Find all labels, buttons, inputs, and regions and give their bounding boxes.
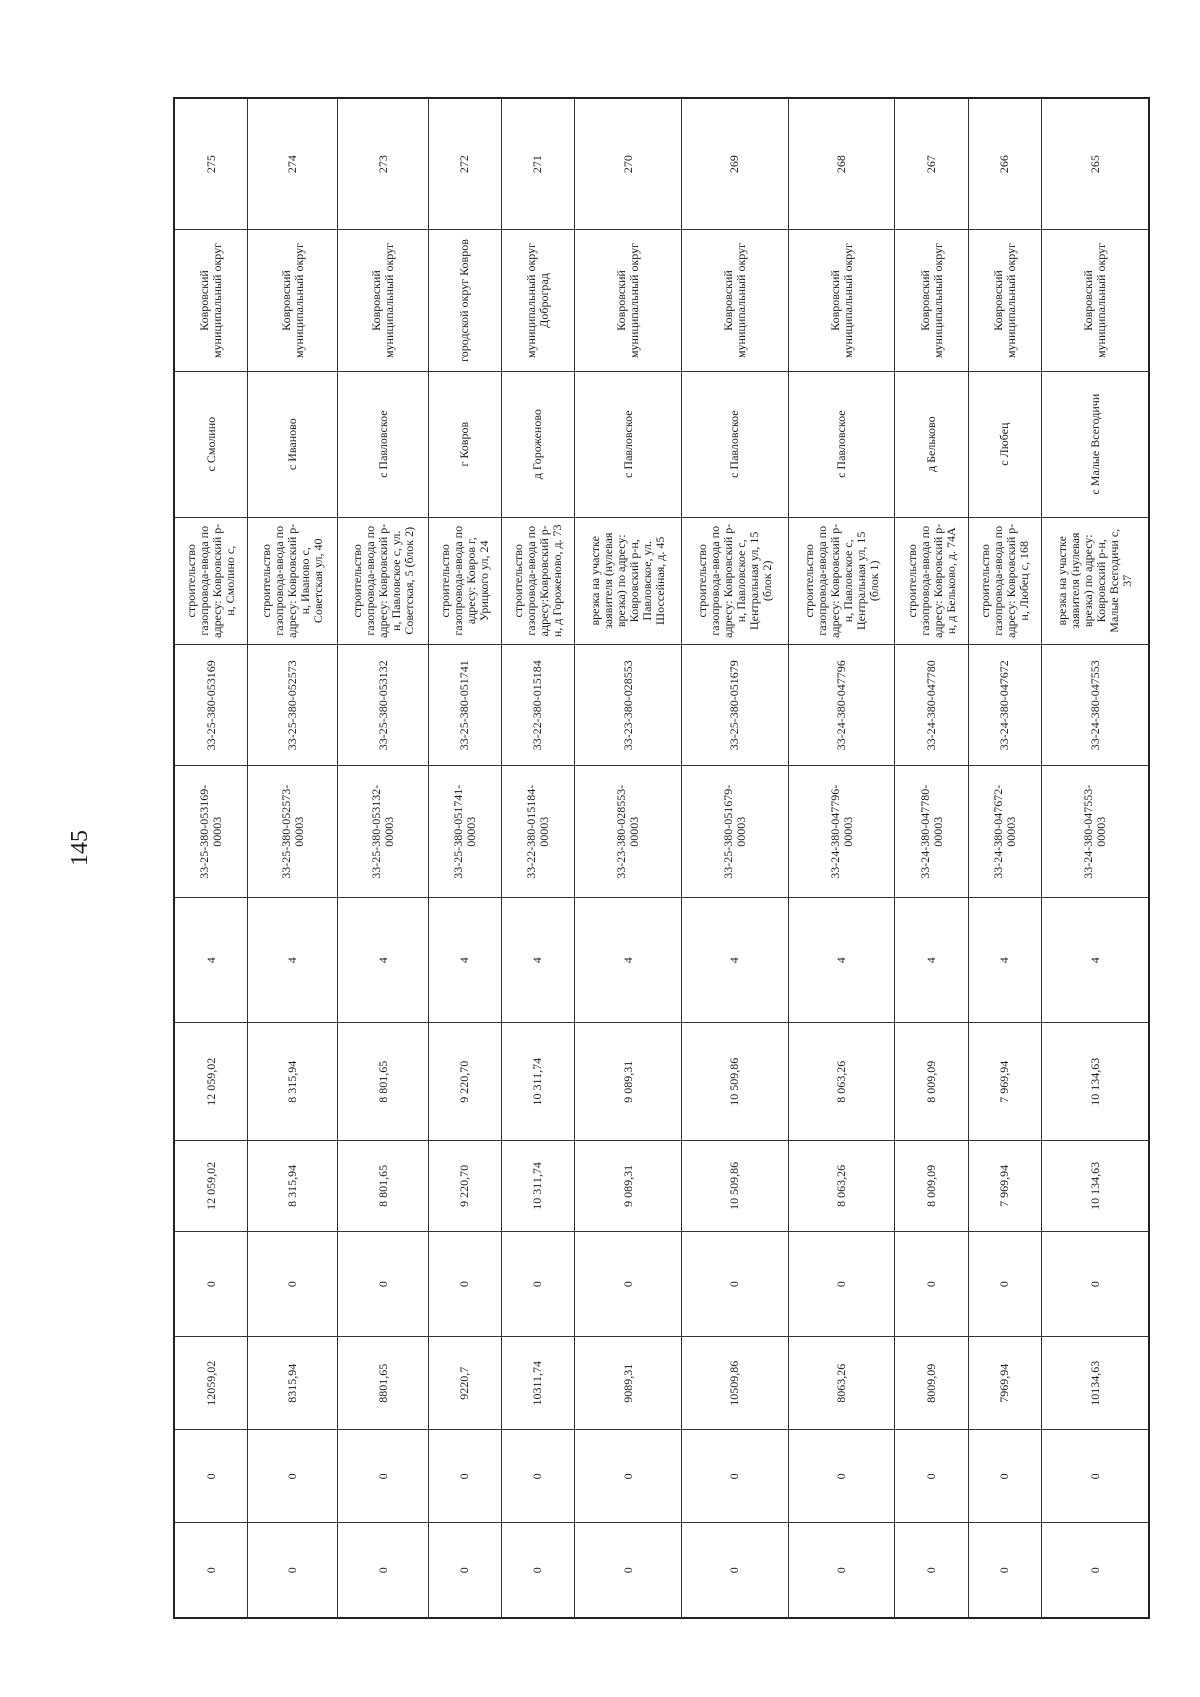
- district-cell: городской округ Ковров: [428, 230, 501, 372]
- zero-value-cell-3: 0: [788, 1523, 895, 1618]
- zero-value-cell-3: 0: [174, 1523, 248, 1618]
- zero-value-cell-2: 0: [501, 1430, 574, 1523]
- work-description-cell: строительство газопровода-ввода по адресу: Ковров г, Урицкого ул, 24: [428, 517, 501, 645]
- amount-cell-1: 8 063,26: [788, 1023, 895, 1140]
- application-code-cell: 33-25-380-052573: [248, 645, 338, 766]
- table-row: [681, 98, 788, 1618]
- zero-value-cell-1: 0: [895, 1231, 968, 1336]
- work-description-cell: строительство газопровода-ввода по адресу: Ковровский р-н, Павловское с, Центральная ул, 15 (блок 1): [788, 517, 895, 645]
- zero-value-cell-2: 0: [575, 1430, 682, 1523]
- application-code-cell: 33-23-380-028553: [575, 645, 682, 766]
- zero-value-cell-1: 0: [338, 1231, 428, 1336]
- application-code-cell: 33-25-380-053169: [174, 645, 248, 766]
- application-code-cell: 33-24-380-047553: [1042, 645, 1149, 766]
- row-number-cell: 268: [788, 98, 895, 230]
- district-cell: муниципальный округ Доброград: [501, 230, 574, 372]
- district-cell: Ковровский муниципальный округ: [895, 230, 968, 372]
- zero-value-cell-2: 0: [428, 1430, 501, 1523]
- work-description-cell: строительство газопровода-ввода по адресу: Ковровский р-н, д Бельково, д. 74А: [895, 517, 968, 645]
- amount-cell-3: 8315,94: [248, 1337, 338, 1430]
- amount-cell-2: 10 509,86: [681, 1140, 788, 1231]
- locality-cell: с Павловское: [788, 371, 895, 517]
- table-row: [501, 98, 574, 1618]
- quantity-cell: 4: [681, 898, 788, 1023]
- quantity-cell: 4: [428, 898, 501, 1023]
- zero-value-cell-3: 0: [681, 1523, 788, 1618]
- amount-cell-3: 8009,09: [895, 1337, 968, 1430]
- zero-value-cell-1: 0: [248, 1231, 338, 1336]
- row-number-cell: 266: [968, 98, 1041, 230]
- zero-value-cell-1: 0: [681, 1231, 788, 1336]
- row-number-cell: 267: [895, 98, 968, 230]
- table-row: [338, 98, 428, 1618]
- amount-cell-3: 10134,63: [1042, 1337, 1149, 1430]
- locality-cell: с Павловское: [681, 371, 788, 517]
- zero-value-cell-2: 0: [788, 1430, 895, 1523]
- locality-cell: г Ковров: [428, 371, 501, 517]
- district-cell: Ковровский муниципальный округ: [338, 230, 428, 372]
- amount-cell-1: 8 009,09: [895, 1023, 968, 1140]
- amount-cell-1: 12 059,02: [174, 1023, 248, 1140]
- work-description-cell: строительство газопровода-ввода по адресу:Ковровский р-н, д Гороженово, д. 73: [501, 517, 574, 645]
- full-code-cell: 33-24-380-047780-00003: [895, 766, 968, 898]
- table-row: [174, 98, 248, 1618]
- quantity-cell: 4: [895, 898, 968, 1023]
- zero-value-cell-3: 0: [248, 1523, 338, 1618]
- row-number-cell: 265: [1042, 98, 1149, 230]
- zero-value-cell-2: 0: [895, 1430, 968, 1523]
- zero-value-cell-2: 0: [174, 1430, 248, 1523]
- work-description-cell: строительство газопровода-ввода по адресу: Ковровский р-н, Смолино с,: [174, 517, 248, 645]
- full-code-cell: 33-25-380-051679-00003: [681, 766, 788, 898]
- full-code-cell: 33-24-380-047553-00003: [1042, 766, 1149, 898]
- full-code-cell: 33-25-380-053169-00003: [174, 766, 248, 898]
- zero-value-cell-3: 0: [338, 1523, 428, 1618]
- table-row: [1042, 98, 1149, 1618]
- amount-cell-2: 10 134,63: [1042, 1140, 1149, 1231]
- amount-cell-3: 8063,26: [788, 1337, 895, 1430]
- locality-cell: с Иваново: [248, 371, 338, 517]
- locality-cell: с Павловское: [338, 371, 428, 517]
- amount-cell-3: 10509,86: [681, 1337, 788, 1430]
- quantity-cell: 4: [174, 898, 248, 1023]
- amount-cell-2: 8 801,65: [338, 1140, 428, 1231]
- quantity-cell: 4: [501, 898, 574, 1023]
- amount-cell-3: 9089,31: [575, 1337, 682, 1430]
- row-number-cell: 271: [501, 98, 574, 230]
- amount-cell-1: 8 801,65: [338, 1023, 428, 1140]
- amount-cell-3: 9220,7: [428, 1337, 501, 1430]
- work-description-cell: строительство газопровода-ввода по адресу: Ковровский р-н, Павловское с, Центральная ул, 15 (блок 2): [681, 517, 788, 645]
- table-row: [895, 98, 968, 1618]
- work-description-cell: строительство газопровода-ввода по адресу: Ковровский р-н, Иваново с, Советская ул, 40: [248, 517, 338, 645]
- amount-cell-2: 9 220,70: [428, 1140, 501, 1231]
- locality-cell: д Гороженово: [501, 371, 574, 517]
- application-code-cell: 33-24-380-047796: [788, 645, 895, 766]
- zero-value-cell-2: 0: [338, 1430, 428, 1523]
- row-number-cell: 275: [174, 98, 248, 230]
- district-cell: Ковровский муниципальный округ: [575, 230, 682, 372]
- application-code-cell: 33-22-380-015184: [501, 645, 574, 766]
- amount-cell-2: 8 009,09: [895, 1140, 968, 1231]
- table-row: [428, 98, 501, 1618]
- full-code-cell: 33-23-380-028553-00003: [575, 766, 682, 898]
- amount-cell-2: 9 089,31: [575, 1140, 682, 1231]
- quantity-cell: 4: [1042, 898, 1149, 1023]
- zero-value-cell-3: 0: [428, 1523, 501, 1618]
- zero-value-cell-1: 0: [174, 1231, 248, 1336]
- amount-cell-1: 7 969,94: [968, 1023, 1041, 1140]
- amount-cell-1: 9 220,70: [428, 1023, 501, 1140]
- table-row: [968, 98, 1041, 1618]
- quantity-cell: 4: [968, 898, 1041, 1023]
- row-number-cell: 269: [681, 98, 788, 230]
- locality-cell: с Любец: [968, 371, 1041, 517]
- quantity-cell: 4: [575, 898, 682, 1023]
- district-cell: Ковровский муниципальный округ: [1042, 230, 1149, 372]
- table-body: [174, 98, 1149, 1618]
- zero-value-cell-3: 0: [895, 1523, 968, 1618]
- amount-cell-2: 8 063,26: [788, 1140, 895, 1231]
- work-description-cell: врезка на участке заявителя (нулевая врезка) по адресу: Ковровский р-н, Малые Всегодичи с, 37: [1042, 517, 1149, 645]
- amount-cell-1: 10 134,63: [1042, 1023, 1149, 1140]
- amount-cell-1: 10 509,86: [681, 1023, 788, 1140]
- zero-value-cell-1: 0: [575, 1231, 682, 1336]
- zero-value-cell-1: 0: [1042, 1231, 1149, 1336]
- zero-value-cell-2: 0: [248, 1430, 338, 1523]
- amount-cell-3: 8801,65: [338, 1337, 428, 1430]
- amount-cell-2: 12 059,02: [174, 1140, 248, 1231]
- row-number-cell: 274: [248, 98, 338, 230]
- amount-cell-2: 10 311,74: [501, 1140, 574, 1231]
- zero-value-cell-1: 0: [968, 1231, 1041, 1336]
- application-code-cell: 33-25-380-051679: [681, 645, 788, 766]
- table-row: [575, 98, 682, 1618]
- zero-value-cell-1: 0: [501, 1231, 574, 1336]
- quantity-cell: 4: [338, 898, 428, 1023]
- row-number-cell: 270: [575, 98, 682, 230]
- amount-cell-1: 9 089,31: [575, 1023, 682, 1140]
- locality-cell: с Малые Всегодичи: [1042, 371, 1149, 517]
- row-number-cell: 272: [428, 98, 501, 230]
- amount-cell-2: 8 315,94: [248, 1140, 338, 1231]
- table-row: [788, 98, 895, 1618]
- amount-cell-3: 10311,74: [501, 1337, 574, 1430]
- work-description-cell: строительство газопровода-ввода по адресу: Ковровский р-н, Любец с, 168: [968, 517, 1041, 645]
- application-code-cell: 33-24-380-047672: [968, 645, 1041, 766]
- zero-value-cell-2: 0: [968, 1430, 1041, 1523]
- locality-cell: с Павловское: [575, 371, 682, 517]
- row-number-cell: 273: [338, 98, 428, 230]
- work-description-cell: врезка на участке заявителя (нулевая врезка) по адресу: Ковровский р-н, Павловское, ул. Шоссейная, д. 45: [575, 517, 682, 645]
- zero-value-cell-3: 0: [501, 1523, 574, 1618]
- locality-cell: д Бельково: [895, 371, 968, 517]
- district-cell: Ковровский муниципальный округ: [248, 230, 338, 372]
- full-code-cell: 33-25-380-053132-00003: [338, 766, 428, 898]
- zero-value-cell-3: 0: [968, 1523, 1041, 1618]
- work-description-cell: строительство газопровода-ввода по адресу: Ковровский р-н, Павловское с, ул. Советская, 5 (блок 2): [338, 517, 428, 645]
- page-number: 145: [67, 830, 93, 866]
- full-code-cell: 33-24-380-047672-00003: [968, 766, 1041, 898]
- full-code-cell: 33-25-380-052573-00003: [248, 766, 338, 898]
- district-cell: Ковровский муниципальный округ: [681, 230, 788, 372]
- full-code-cell: 33-24-380-047796-00003: [788, 766, 895, 898]
- quantity-cell: 4: [788, 898, 895, 1023]
- data-table: [173, 97, 1150, 1619]
- quantity-cell: 4: [248, 898, 338, 1023]
- district-cell: Ковровский муниципальный округ: [174, 230, 248, 372]
- application-code-cell: 33-25-380-051741: [428, 645, 501, 766]
- full-code-cell: 33-22-380-015184-00003: [501, 766, 574, 898]
- amount-cell-3: 7969,94: [968, 1337, 1041, 1430]
- zero-value-cell-3: 0: [575, 1523, 682, 1618]
- rotated-table-container: [173, 97, 1150, 1619]
- district-cell: Ковровский муниципальный округ: [788, 230, 895, 372]
- zero-value-cell-2: 0: [681, 1430, 788, 1523]
- locality-cell: с Смолино: [174, 371, 248, 517]
- zero-value-cell-3: 0: [1042, 1523, 1149, 1618]
- amount-cell-1: 8 315,94: [248, 1023, 338, 1140]
- amount-cell-1: 10 311,74: [501, 1023, 574, 1140]
- application-code-cell: 33-25-380-053132: [338, 645, 428, 766]
- application-code-cell: 33-24-380-047780: [895, 645, 968, 766]
- district-cell: Ковровский муниципальный округ: [968, 230, 1041, 372]
- amount-cell-3: 12059,02: [174, 1337, 248, 1430]
- table-row: [248, 98, 338, 1618]
- full-code-cell: 33-25-380-051741-00003: [428, 766, 501, 898]
- zero-value-cell-1: 0: [428, 1231, 501, 1336]
- zero-value-cell-2: 0: [1042, 1430, 1149, 1523]
- amount-cell-2: 7 969,94: [968, 1140, 1041, 1231]
- zero-value-cell-1: 0: [788, 1231, 895, 1336]
